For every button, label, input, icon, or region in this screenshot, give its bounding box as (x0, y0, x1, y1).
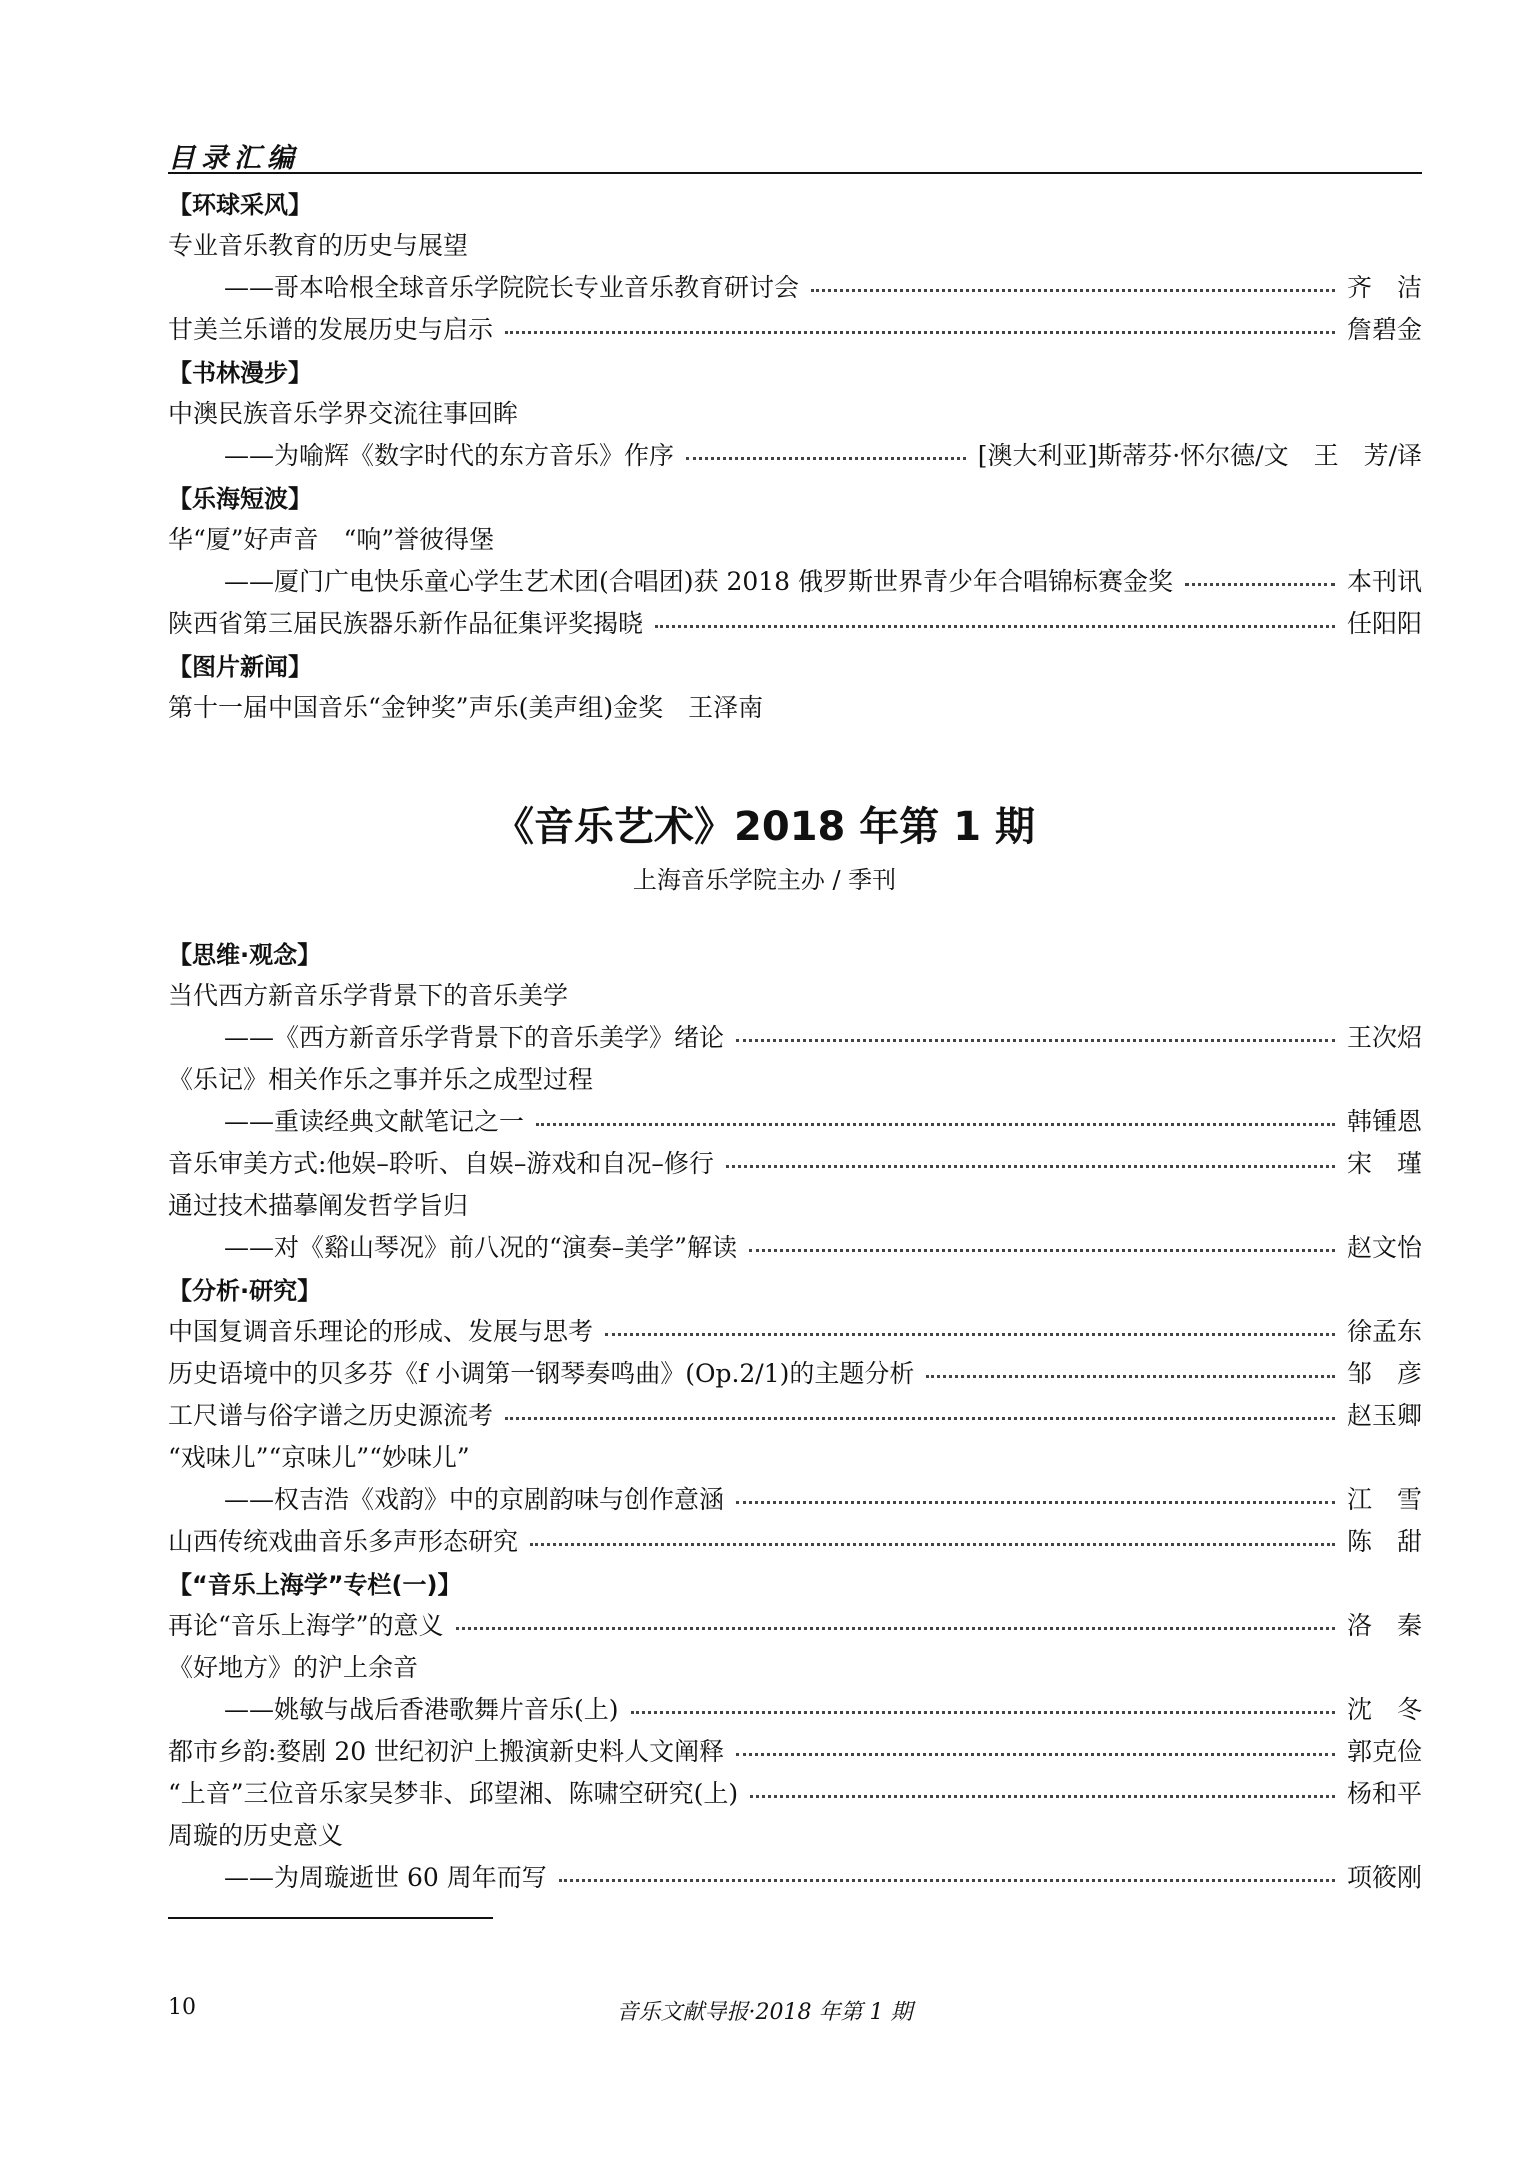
toc-subtitle-line (168, 1687, 1422, 1729)
article-author: [澳大利亚]斯蒂芬·怀尔德/文 王 芳/译 (977, 441, 1422, 470)
toc-subtitle-line (168, 1099, 1422, 1141)
dot-leader (536, 1123, 1335, 1126)
toc-title-line (168, 391, 1422, 433)
dot-leader (505, 331, 1335, 334)
section-heading-text: 【书林漫步】 (168, 358, 312, 387)
toc-entry (168, 1603, 1422, 1645)
footer-journal: 音乐文献导报·2018 年第 1 期 (616, 2000, 913, 2025)
article-title: 历史语境中的贝多芬《f 小调第一钢琴奏鸣曲》(Op.2/1)的主题分析 (168, 1359, 915, 1388)
toc-subtitle-line (168, 1855, 1422, 1897)
article-title: 华“厦”好声音 “响”誉彼得堡 (168, 525, 495, 554)
article-author: 赵玉卿 (1346, 1401, 1422, 1430)
article-author: 郭克俭 (1346, 1737, 1422, 1766)
article-title: ——姚敏与战后香港歌舞片音乐(上) (224, 1695, 619, 1724)
dot-leader (749, 1249, 1335, 1252)
header-title: 目录汇编 (168, 143, 300, 174)
issue-title: 《音乐艺术》2018 年第 1 期 (494, 804, 1035, 850)
article-author: 陈 甜 (1346, 1527, 1422, 1556)
section-heading (168, 1267, 1422, 1309)
dot-leader (750, 1795, 1335, 1798)
article-title: ——哥本哈根全球音乐学院院长专业音乐教育研讨会 (224, 273, 800, 302)
toc-title-line (168, 1435, 1422, 1477)
section-heading-text: 【乐海短波】 (168, 484, 312, 513)
dot-leader (631, 1711, 1335, 1714)
article-author: 王次炤 (1346, 1023, 1422, 1052)
toc-entry (168, 1351, 1422, 1393)
article-title: 第十一届中国音乐“金钟奖”声乐(美声组)金奖 王泽南 (168, 693, 764, 722)
section-heading (168, 931, 1422, 973)
article-author: 江 雪 (1346, 1485, 1422, 1514)
article-title: 都市乡韵:婺剧 20 世纪初沪上搬演新史料人文阐释 (168, 1737, 725, 1766)
article-author: 齐 洁 (1346, 273, 1422, 302)
toc-entry (168, 601, 1422, 643)
dot-leader (811, 289, 1335, 292)
article-author: 本刊讯 (1346, 567, 1422, 596)
dot-leader (926, 1375, 1335, 1378)
toc-entry (168, 307, 1422, 349)
article-author: 赵文怡 (1346, 1233, 1422, 1262)
article-title: 中澳民族音乐学界交流往事回眸 (168, 399, 519, 428)
article-author: 徐孟东 (1346, 1317, 1422, 1346)
dot-leader (655, 625, 1335, 628)
article-title: “上音”三位音乐家吴梦非、邱望湘、陈啸空研究(上) (168, 1779, 739, 1808)
article-title: ——对《谿山琴况》前八况的“演奏–美学”解读 (224, 1233, 738, 1262)
article-title: 工尺谱与俗字谱之历史源流考 (168, 1401, 494, 1430)
dot-leader (736, 1501, 1335, 1504)
article-author: 沈 冬 (1346, 1695, 1422, 1724)
toc-title-line (168, 973, 1422, 1015)
article-title: 当代西方新音乐学背景下的音乐美学 (168, 981, 569, 1010)
toc-entry (168, 1141, 1422, 1183)
article-title: 中国复调音乐理论的形成、发展与思考 (168, 1317, 594, 1346)
dot-leader (726, 1165, 1335, 1168)
dot-leader (530, 1543, 1335, 1546)
page-number: 10 (168, 1995, 196, 2020)
dot-leader (736, 1753, 1335, 1756)
article-title: ——厦门广电快乐童心学生艺术团(合唱团)获 2018 俄罗斯世界青少年合唱锦标赛金奖 (224, 567, 1174, 596)
dot-leader (456, 1627, 1335, 1630)
article-author: 杨和平 (1346, 1779, 1422, 1808)
article-title: ——为周璇逝世 60 周年而写 (224, 1863, 547, 1892)
toc-subtitle-line (168, 1477, 1422, 1519)
section-heading (168, 181, 1422, 223)
dot-leader (686, 457, 966, 460)
article-title: ——《西方新音乐学背景下的音乐美学》绪论 (224, 1023, 725, 1052)
toc-subtitle-line (168, 1015, 1422, 1057)
toc-title-line (168, 685, 1422, 727)
toc-title-line (168, 223, 1422, 265)
dot-leader (559, 1879, 1335, 1882)
toc-subtitle-line (168, 1225, 1422, 1267)
article-title: 《乐记》相关作乐之事并乐之成型过程 (168, 1065, 594, 1094)
section-heading-text: 【环球采风】 (168, 190, 312, 219)
article-title: ——权吉浩《戏韵》中的京剧韵味与创作意涵 (224, 1485, 725, 1514)
section-heading (168, 1561, 1422, 1603)
toc-subtitle-line (168, 433, 1422, 475)
toc-entry (168, 1771, 1422, 1813)
section-heading (168, 349, 1422, 391)
header-rule (168, 172, 1422, 174)
dot-leader (736, 1039, 1335, 1042)
toc-title-line (168, 517, 1422, 559)
toc-entry (168, 1309, 1422, 1351)
toc-subtitle-line (168, 265, 1422, 307)
article-title: 山西传统戏曲音乐多声形态研究 (168, 1527, 519, 1556)
section-heading (168, 643, 1422, 685)
article-title: 《好地方》的沪上余音 (168, 1653, 419, 1682)
footnote-rule (168, 1917, 493, 1919)
article-title: 再论“音乐上海学”的意义 (168, 1611, 444, 1640)
toc-entry (168, 1519, 1422, 1561)
toc-title-line (168, 1813, 1422, 1855)
issue-subtitle: 上海音乐学院主办 / 季刊 (632, 866, 897, 894)
toc-bottom-block (168, 931, 1422, 1897)
toc-title-line (168, 1183, 1422, 1225)
article-author: 任阳阳 (1346, 609, 1422, 638)
section-heading-text: 【思维·观念】 (168, 940, 322, 969)
toc-subtitle-line (168, 559, 1422, 601)
article-author: 詹碧金 (1346, 315, 1422, 344)
article-author: 项筱刚 (1346, 1863, 1422, 1892)
dot-leader (1185, 583, 1335, 586)
article-title: ——重读经典文献笔记之一 (224, 1107, 525, 1136)
article-title: 通过技术描摹阐发哲学旨归 (168, 1191, 469, 1220)
section-heading-text: 【分析·研究】 (168, 1276, 322, 1305)
toc-top-block (168, 181, 1422, 727)
article-author: 韩锺恩 (1346, 1107, 1422, 1136)
dot-leader (605, 1333, 1335, 1336)
toc-entry (168, 1729, 1422, 1771)
article-title: 专业音乐教育的历史与展望 (168, 231, 469, 260)
article-author: 洛 秦 (1346, 1611, 1422, 1640)
article-title: 周璇的历史意义 (168, 1821, 344, 1850)
article-title: ——为喻辉《数字时代的东方音乐》作序 (224, 441, 675, 470)
section-heading-text: 【图片新闻】 (168, 652, 312, 681)
toc-title-line (168, 1645, 1422, 1687)
toc-entry (168, 1393, 1422, 1435)
article-title: “戏味儿”“京味儿”“妙味儿” (168, 1443, 470, 1472)
article-author: 宋 瑾 (1346, 1149, 1422, 1178)
article-title: 陕西省第三届民族器乐新作品征集评奖揭晓 (168, 609, 644, 638)
section-heading-text: 【“音乐上海学”专栏(一)】 (168, 1570, 462, 1599)
section-heading (168, 475, 1422, 517)
article-author: 邹 彦 (1346, 1359, 1422, 1388)
dot-leader (505, 1417, 1335, 1420)
article-title: 甘美兰乐谱的发展历史与启示 (168, 315, 494, 344)
article-title: 音乐审美方式:他娱–聆听、自娱–游戏和自况–修行 (168, 1149, 714, 1178)
toc-title-line (168, 1057, 1422, 1099)
